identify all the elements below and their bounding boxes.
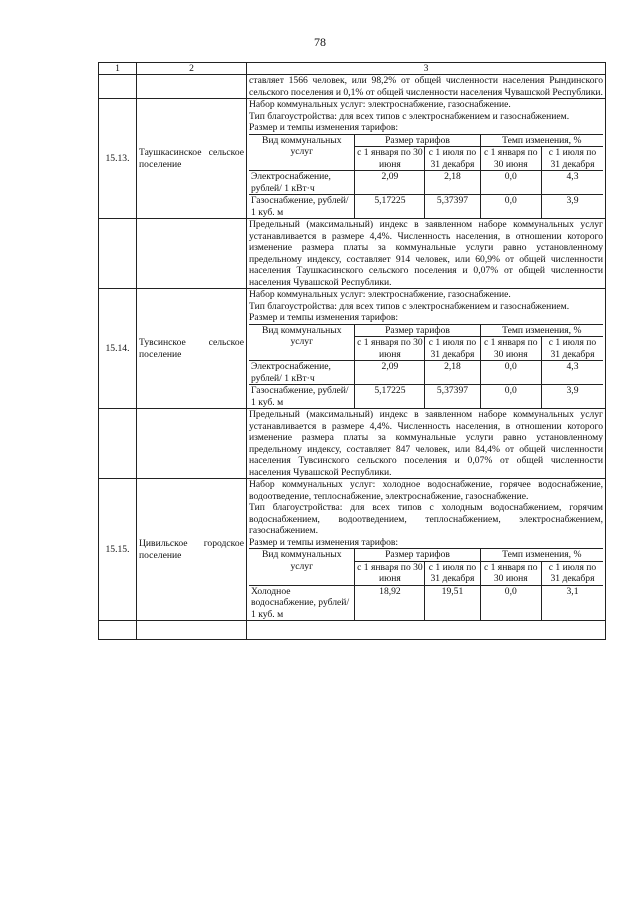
service-name: Электроснабжение, рублей/ 1 кВт·ч bbox=[249, 361, 355, 385]
rate-jul: 3,9 bbox=[542, 195, 604, 219]
services-set: Набор коммунальных услуг: холодное водоснабжение, горячее водоснабжение, водоотведение, теплоснабжение, электроснабжение, газоснабжение. bbox=[249, 479, 603, 502]
tariff-caption: Размер и темпы изменения тарифов: bbox=[249, 122, 399, 133]
continuation-text: ставляет 1566 человек, или 98,2% от общей численности населения Рындинского сельского поселения и 0,1% от общей численности населения Чувашской Республики. bbox=[247, 75, 606, 99]
tariff-jul: 19,51 bbox=[425, 585, 480, 620]
tariff-table bbox=[249, 134, 603, 219]
tariff-jul: 2,18 bbox=[425, 171, 480, 195]
jul-header: с 1 июля по 31 декабря bbox=[425, 337, 480, 361]
tariff-document-table bbox=[98, 62, 606, 640]
settlement-name: Цивильское городское поселение bbox=[137, 479, 247, 621]
improvement-type: Тип благоустройства: для всех типов с электроснабжением и газоснабжением. bbox=[249, 110, 570, 122]
continuation-row bbox=[99, 75, 606, 99]
rate-jul: 3,1 bbox=[542, 585, 604, 620]
jan-header: с 1 января по 30 июня bbox=[355, 561, 425, 585]
tariff-jul: 5,37397 bbox=[425, 385, 480, 409]
column-number-row bbox=[99, 63, 606, 75]
rate-jan: 0,0 bbox=[480, 361, 541, 385]
tariff-caption: Размер и темпы изменения тарифов: bbox=[249, 312, 399, 323]
rate-jan: 0,0 bbox=[480, 585, 541, 620]
jan-header: с 1 января по 30 июня bbox=[355, 147, 425, 171]
jul-header: с 1 июля по 31 декабря bbox=[425, 561, 480, 585]
column-number-3: 3 bbox=[247, 63, 606, 75]
jul-header: с 1 июля по 31 декабря bbox=[425, 147, 480, 171]
section-number: 15.14. bbox=[99, 289, 137, 409]
jan-header: с 1 января по 30 июня bbox=[355, 337, 425, 361]
rate-jan: 0,0 bbox=[480, 171, 541, 195]
improvement-type: Тип благоустройства: для всех типов с холодным водоснабжением, горячим водоснабжением, водоотведением, теплоснабжением, электроснабжением, газоснабжением. bbox=[249, 502, 603, 536]
limit-index-text: Предельный (максимальный) индекс в заявленном наборе коммунальных услуг устанавливается в размере 4,4%. Численность населения, в отношении которого изменение размера платы за коммунальные услуги равно установленному предельному индексу, составляет 914 человек, или 60,9% от общей численности населения Таушкасинского сельского поселения и 0,07% от общей численности населения Чувашской Республики. bbox=[247, 219, 606, 289]
size-header: Размер тарифов bbox=[355, 324, 480, 337]
size-header: Размер тарифов bbox=[355, 549, 480, 562]
tariff-jul: 5,37397 bbox=[425, 195, 480, 219]
tariff-jan: 5,17225 bbox=[355, 385, 425, 409]
service-header: Вид коммунальных услуг bbox=[249, 134, 355, 171]
tariff-jan: 5,17225 bbox=[355, 195, 425, 219]
tariff-jan: 18,92 bbox=[355, 585, 425, 620]
tariff-row bbox=[249, 585, 603, 620]
section-row bbox=[99, 99, 606, 219]
section-number: 15.13. bbox=[99, 99, 137, 219]
service-name: Холодное водоснабжение, рублей/ 1 куб. м bbox=[249, 585, 355, 620]
section-content bbox=[247, 99, 606, 219]
page-number: 78 bbox=[314, 35, 326, 49]
jul-header: с 1 июля по 31 декабря bbox=[542, 147, 604, 171]
section-row bbox=[99, 479, 606, 621]
rate-header: Темп изменения, % bbox=[480, 549, 603, 562]
column-number-1: 1 bbox=[99, 63, 137, 75]
section-content bbox=[247, 289, 606, 409]
limit-row bbox=[99, 219, 606, 289]
services-set: Набор коммунальных услуг: электроснабжение, газоснабжение. bbox=[249, 99, 511, 110]
tariff-jul: 2,18 bbox=[425, 361, 480, 385]
rate-jul: 3,9 bbox=[542, 385, 604, 409]
tariff-row bbox=[249, 171, 603, 195]
section-row bbox=[99, 289, 606, 409]
tariff-jan: 2,09 bbox=[355, 171, 425, 195]
section-number: 15.15. bbox=[99, 479, 137, 621]
improvement-type: Тип благоустройства: для всех типов с электроснабжением и газоснабжением. bbox=[249, 300, 570, 312]
services-set: Набор коммунальных услуг: электроснабжение, газоснабжение. bbox=[249, 289, 511, 300]
service-header: Вид коммунальных услуг bbox=[249, 549, 355, 586]
jul-header: с 1 июля по 31 декабря bbox=[542, 337, 604, 361]
rate-header: Темп изменения, % bbox=[480, 134, 603, 147]
settlement-name: Таушкасинское сельское поселение bbox=[137, 99, 247, 219]
limit-index-text: Предельный (максимальный) индекс в заявленном наборе коммунальных услуг устанавливается в размере 4,4%. Численность населения, в отношении которого изменение размера платы за коммунальные услуги равно установленному предельному индексу, составляет 847 человек, или 84,4% от общей численности населения Тувсинского сельского поселения и 0,07% от общей численности населения Чувашской Республики. bbox=[247, 409, 606, 479]
column-number-2: 2 bbox=[137, 63, 247, 75]
tariff-table bbox=[249, 548, 603, 620]
jan-header: с 1 января по 30 июня bbox=[480, 561, 541, 585]
trailing-blank-row bbox=[99, 621, 606, 640]
settlement-name: Тувсинское сельское поселение bbox=[137, 289, 247, 409]
rate-jan: 0,0 bbox=[480, 385, 541, 409]
service-name: Газоснабжение, рублей/ 1 куб. м bbox=[249, 385, 355, 409]
jan-header: с 1 января по 30 июня bbox=[480, 337, 541, 361]
service-name: Газоснабжение, рублей/ 1 куб. м bbox=[249, 195, 355, 219]
tariff-jan: 2,09 bbox=[355, 361, 425, 385]
jul-header: с 1 июля по 31 декабря bbox=[542, 561, 604, 585]
jan-header: с 1 января по 30 июня bbox=[480, 147, 541, 171]
tariff-row bbox=[249, 361, 603, 385]
rate-jul: 4,3 bbox=[542, 361, 604, 385]
size-header: Размер тарифов bbox=[355, 134, 480, 147]
service-header: Вид коммунальных услуг bbox=[249, 324, 355, 361]
service-name: Электроснабжение, рублей/ 1 кВт·ч bbox=[249, 171, 355, 195]
tariff-caption: Размер и темпы изменения тарифов: bbox=[249, 536, 399, 548]
limit-row bbox=[99, 409, 606, 479]
tariff-row bbox=[249, 385, 603, 409]
section-content bbox=[247, 479, 606, 621]
rate-jul: 4,3 bbox=[542, 171, 604, 195]
rate-header: Темп изменения, % bbox=[480, 324, 603, 337]
tariff-table bbox=[249, 324, 603, 409]
rate-jan: 0,0 bbox=[480, 195, 541, 219]
tariff-row bbox=[249, 195, 603, 219]
